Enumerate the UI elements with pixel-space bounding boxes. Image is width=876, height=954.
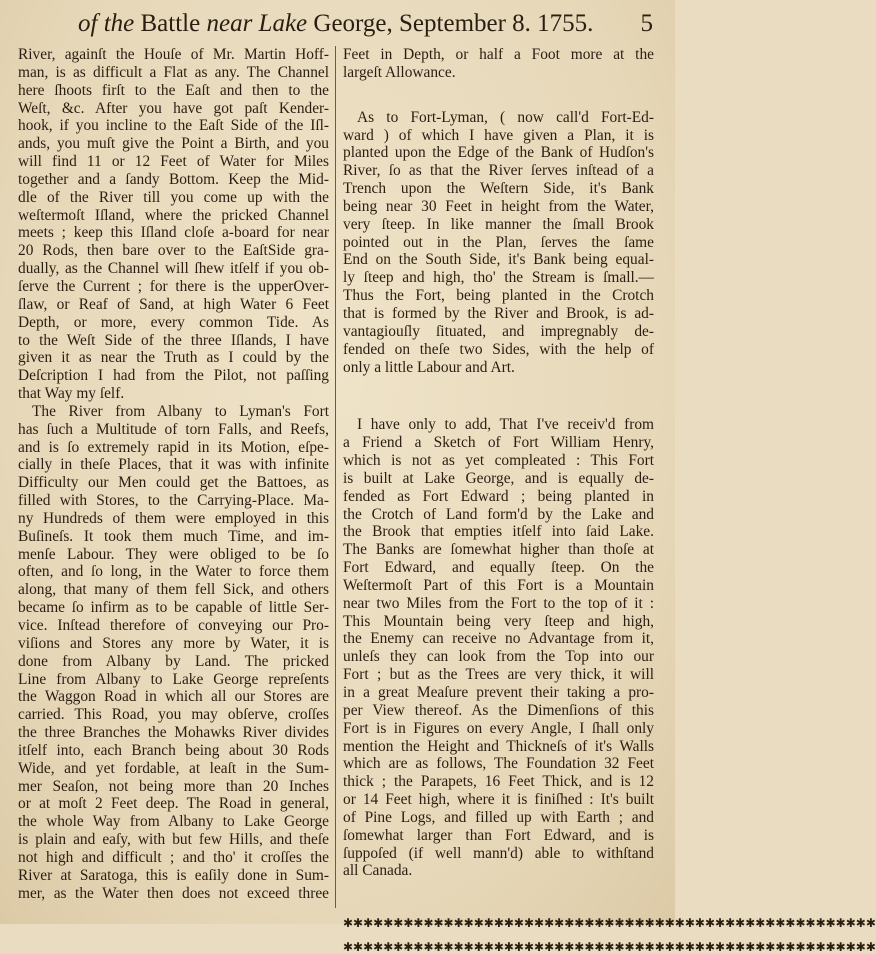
text-line: I have only to add, That I've receiv'd from [357,416,654,434]
header-prefix: of the [78,10,135,37]
text-line: Feet in Depth, or half a Foot more at the [343,46,654,63]
text-line: pointed out in the Plan, ſerves the ſame [343,233,654,251]
text-line: River at Saratoga, this is eaſily done in Sum- [18,866,329,884]
text-line: ny Hundreds of them were employed in this [18,509,329,527]
text-line: given it as near the Truth as I could by the [18,349,329,367]
header-lake: Lake [258,10,308,37]
text-line: per View thereof. As the Dimenſions of this [343,701,654,719]
text-line: the Waggon Road in which all our Stores are [18,688,329,706]
text-line: Fort is in Figures on every Angle, I ſhall only [343,719,654,737]
text-line: filled with Stores, to the Carrying-Place. Ma- [18,492,329,510]
text-line: Fort Edward, and equally ſteep. On the [343,559,654,577]
text-line: ands, you muſt give the Point a Birth, and you [18,135,329,153]
text-line: not high and difficult ; and tho' it croſſes the [18,848,329,866]
text-line: unleſs they can look from the Top into our [343,648,654,666]
text-line: dle of the River till you come up with the [18,188,329,206]
right-column [343,46,876,954]
text-line: that Way my ſelf. [18,385,125,403]
text-line: River, ſo as that the River ſerves inſtead of a [343,162,654,180]
text-line: Trench upon the Weſtern Side, it's Bank [343,180,654,198]
text-line: hook, if you incline to the Eaſt Side of the Iſl- [18,117,329,135]
header-battle: Battle [140,10,201,37]
text-line: the three Branches the Mohawks River divides [18,724,329,742]
text-line: Weſt, &c. After you have got paſt Kender- [18,99,329,117]
text-line: cially in theſe Places, that it was with infinite [18,456,329,474]
left-column [18,46,329,903]
ornament-row-2: ✱✱✱✱✱✱✱✱✱✱✱✱✱✱✱✱✱✱✱✱✱✱✱✱✱✱✱✱✱✱✱✱✱✱✱✱✱✱✱✱✱✱✱✱✱✱✱✱✱✱✱✱✱ [343,940,876,954]
text-line: has ſuch a Multitude of torn Falls, and Reefs, [18,420,329,438]
text-line: near two Miles from the Fort to the top of it : [343,594,654,612]
right-paragraph-1 [343,46,654,82]
text-line: often, and ſo long, in the Water to force them [18,563,329,581]
text-line: together and a ſandy Bottom. Keep the Mid- [18,170,329,188]
text-line: Depth, or more, every common Tide. As [18,313,329,331]
header-near: near [206,10,253,37]
text-line: will find 11 or 12 Feet of Water for Miles [18,153,329,171]
text-line: being near 30 Feet in height from the Water, [343,197,654,215]
text-line: The Banks are ſomewhat higher than thoſe at [343,541,654,559]
text-line: Weſtermoſt Part of this Fort is a Mountain [343,576,654,594]
page-number: 5 [640,10,653,37]
text-line: vantagiouſly ſituated, and impregnably de- [343,322,654,340]
text-line: all Canada. [343,862,413,880]
right-paragraph-3 [343,416,654,880]
text-line: which is not as yet compleated : This Fort [343,452,654,470]
text-line: is built at Lake George, and is equally de- [343,469,654,487]
text-line: As to Fort-Lyman, ( now call'd Fort-Ed- [357,108,654,126]
text-line: done from Albany by Land. The pricked [18,652,329,670]
text-line: End on the South Side, it's Bank being equal- [343,251,654,269]
text-line: menſe Labour. They were obliged to be ſo [18,545,329,563]
text-line: in a great Meaſure prevent their taking a pro- [343,684,654,701]
text-line: weſtermoſt Iſland, where the pricked Channel [18,206,329,224]
text-line: mer, as the Water then does not exceed three [18,884,329,902]
text-line: dually, as the Channel will ſhew itſelf if you ob- [18,260,329,278]
header-george-date: George, September 8. 1755. [313,10,594,37]
text-line: man, is as difficult a Flat as any. The Channel [18,63,329,81]
text-line: of Pine Logs, and filled up with Earth ; and [343,808,654,826]
text-line: or 14 Feet high, where it is finiſhed : It's built [343,791,654,809]
right-paragraph-2 [343,109,654,377]
text-line: or at moſt 2 Feet deep. The Road in general, [18,795,329,813]
text-line: planted upon the Edge of the Bank of Hudſon's [343,144,654,162]
text-line: largeſt Allowance. [343,63,456,81]
running-header [0,6,675,42]
text-line: and is ſo extremely rapid in its Motion, eſpe- [18,438,329,456]
text-line: ſlaw, or Reaf of Sand, at high Water 6 Feet [18,295,329,313]
text-line: This Mountain being very ſteep and high, [343,612,654,630]
text-line: mention the Height and Thickneſs of it's Walls [343,737,654,755]
text-line: Fort ; but as the Trees are very thick, it will [343,666,654,684]
text-line: Wide, and yet fordable, at leaſt in the Sum- [18,759,329,777]
header-title [78,10,593,38]
text-line: fended on theſe two Sides, with the help of [343,340,654,358]
text-line: viſions and Stores any more by Water, it is [18,634,329,652]
text-line: Line from Albany to Lake George repreſents [18,670,329,688]
text-line: River, againſt the Houſe of Mr. Martin Hoff- [18,46,329,63]
text-line: that is formed by the River and Brook, is ad- [343,304,654,322]
text-line: carried. This Road, you may obſerve, croſſes [18,706,329,724]
text-line: itſelf into, each Branch being about 30 Rods [18,741,329,759]
text-line: ward ) of which I have given a Plan, it is [343,126,654,144]
text-line: fended as Fort Edward ; being planted in [343,487,654,505]
ornament-row-1: ✱✱✱✱✱✱✱✱✱✱✱✱✱✱✱✱✱✱✱✱✱✱✱✱✱✱✱✱✱✱✱✱✱✱✱✱✱✱✱✱✱✱✱✱✱✱✱✱✱✱✱✱✱ [343,916,876,931]
text-line: ſomewhat larger than Fort Edward, and is [343,826,654,844]
text-line: very ſteep. In like manner the ſmall Brook [343,215,654,233]
text-line: the Enemy can receive no Advantage from it, [343,630,654,648]
text-line: the whole Way from Albany to Lake George [18,813,329,831]
text-line: Deſcription I had from the Pilot, not paſſing [18,367,329,385]
text-line: 20 Rods, then bare over to the EaſtSide gra- [18,242,329,260]
text-line: vice. Inſtead therefore of conveying our Pro- [18,617,329,634]
text-line: ſerve the Current ; for there is the upperOver- [18,277,329,295]
text-line: became ſo infirm as to be capable of little Ser- [18,599,329,617]
text-line: thick ; the Parapets, 16 Feet Thick, and is 12 [343,773,654,791]
text-line: meets ; keep this Iſland cloſe a-board for near [18,224,329,242]
text-line: is plain and eaſy, with but few Hills, and theſe [18,831,329,849]
text-line: mer Seaſon, not being more than 20 Inches [18,777,329,795]
text-line: Thus the Fort, being planted in the Crotch [343,287,654,305]
text-line: the Crotch of Land form'd by the Lake and [343,505,654,523]
text-line: ſuppoſed (if well mann'd) able to withſtand [343,844,654,862]
text-line: only a little Labour and Art. [343,358,515,376]
column-divider [335,46,336,908]
text-line: which are as follows, The Foundation 32 Feet [343,755,654,773]
text-line: Buſineſs. It took them much Time, and im- [18,527,329,545]
text-line: to the Weſt Side of the three Iſlands, I have [18,331,329,349]
text-line: The River from Albany to Lyman's Fort [32,402,329,420]
text-line: ly ſteep and high, tho' the Stream is ſmall.— [343,269,654,287]
text-line: along, that many of them fell Sick, and others [18,581,329,599]
text-line: a Friend a Sketch of Fort William Henry, [343,434,654,452]
text-line: Difficulty our Men could get the Battoes, as [18,474,329,492]
text-line: the Brook that empties itſelf into ſaid Lake. [343,523,654,541]
text-line: here ſhoots firſt to the Eaſt and then to the [18,81,329,99]
